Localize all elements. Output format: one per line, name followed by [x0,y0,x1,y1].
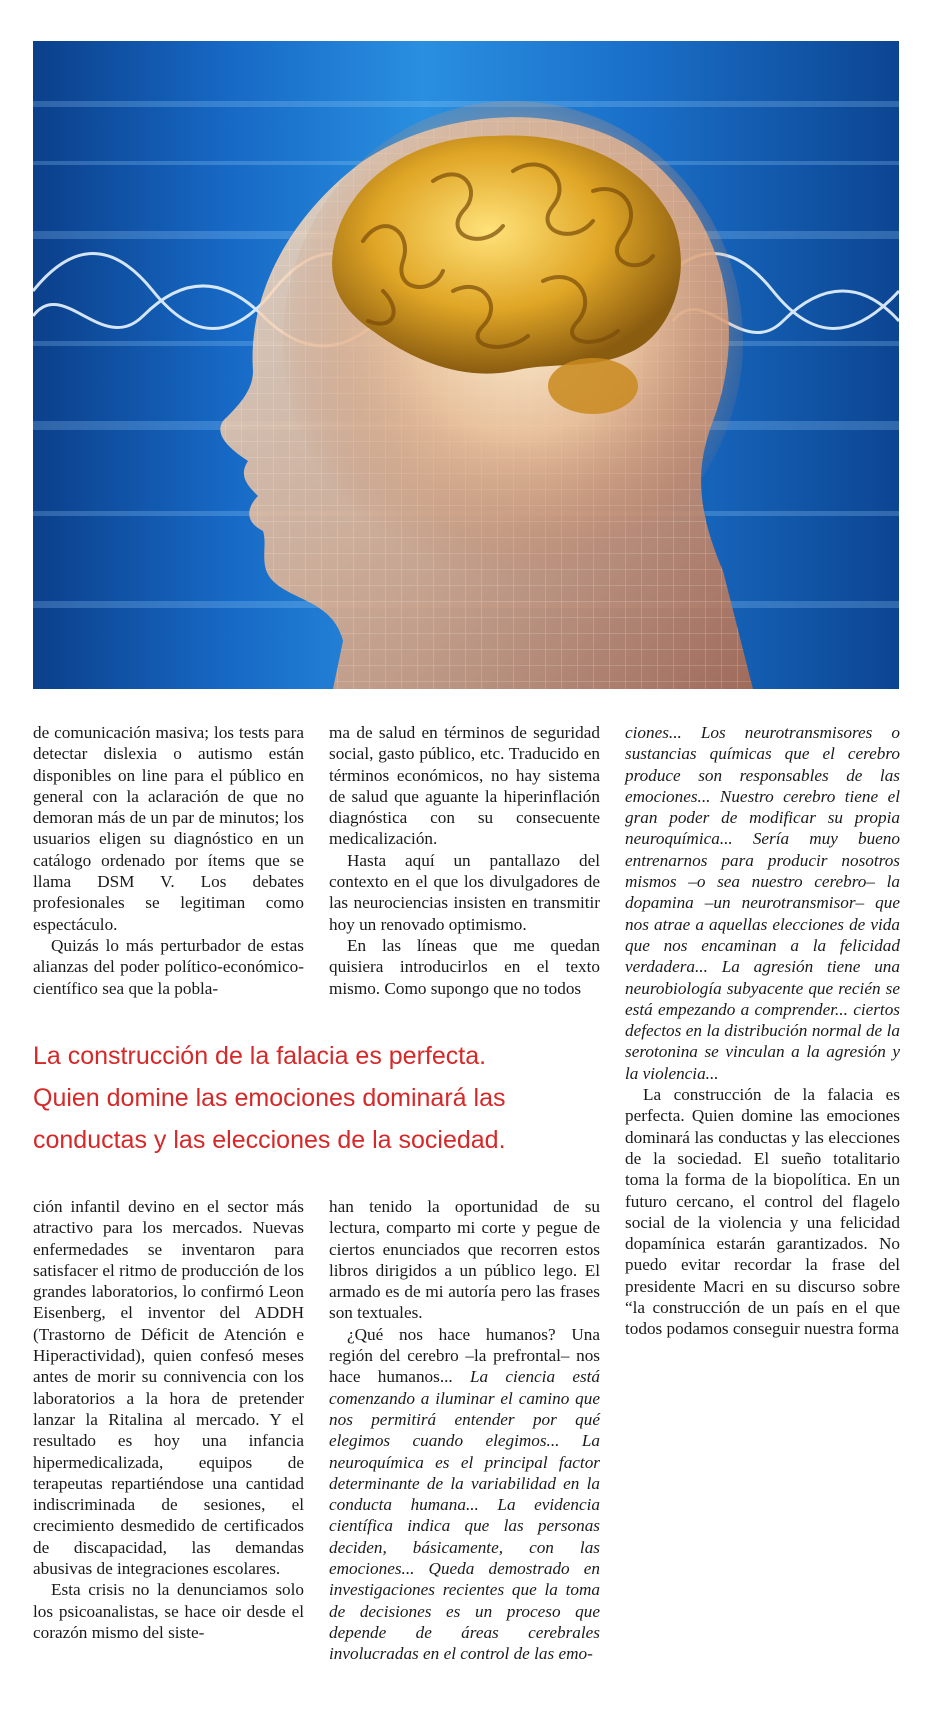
brain-head-illustration-icon [33,41,899,689]
pull-quote-line: Quien domine las emociones dominará las [33,1084,506,1112]
column-2-top [329,722,600,999]
quoted-text: ciones... Los neurotransmisores o sustancias químicas que el cerebro produce son responsables de las emociones... Nuestro cerebro tiene el gran poder de modificar su propia neuroquímica... Sería muy bueno entrenarnos para producir nosotros mismos –o sea nuestro cerebro– la dopamina –un neurotransmisor– que nos atrae a aquellas elecciones de vida que nos encaminan a la felicidad verdadera... La agresión tiene una neurobiología subyacente que recién se está empezando a comprender... ciertos defectos en la distribución normal de la serotonina se vinculan a la agresión y la violencia... [625,723,900,1083]
pull-quote-line: conductas y las elecciones de la sociedad. [33,1126,506,1154]
paragraph: de comunicación masiva; los tests para detectar dislexia o autismo están disponibles on line para el público en general con la aclaración de que no demoran más de un par de minutos; los usuarios eligen su diagnóstico en un catálogo ordenado por ítems que se llama DSM V. Los debates profesionales se legitiman como espectáculo. [33,723,304,934]
paragraph: ción infantil devino en el sector más atractivo para los mercados. Nuevas enfermedades se inventaron para satisfacer el ritmo de producción de los grandes laboratorios, lo confirmó Leon Eisenberg, el inventor del ADDH (Trastorno de Déficit de Atención e Hiperactividad), quien confesó meses antes de morir su connivencia con los laboratorios a la hora de pretender lanzar la Ritalina al mercado. Y el resultado es hoy una infancia hipermedicalizada, equipos de terapeutas repartiéndose una cantidad indiscriminada de sesiones, el crecimiento desmedido de certificados de discapacidad, las demandas abusivas de integraciones escolares. [33,1197,304,1579]
paragraph: Quizás lo más perturbador de estas alianzas del poder político-económico-científico sea que la pobla- [33,935,304,998]
paragraph-text: ¿Qué nos hace humanos? Una región del cerebro –la prefrontal– nos hace humanos... [329,1324,600,1387]
paragraph [329,1324,600,1665]
paragraph: En las líneas que me quedan quisiera introducirlos en el texto mismo. Como supongo que no todos [329,935,600,998]
hero-image [33,41,899,689]
paragraph: La construcción de la falacia es perfecta. Quien domine las emociones dominará las conductas y las elecciones de la sociedad. El sueño totalitario toma la forma de la biopolítica. En un futuro cercano, el control del flagelo social de la violencia y una felicidad dopamínica estarán garantizados. No puedo evitar recordar la frase del presidente Macri en su discurso sobre “la construcción de un país en el que todos podamos conseguir nuestra forma [625,1085,900,1339]
column-3 [625,722,900,1340]
paragraph: han tenido la oportunidad de su lectura, comparto mi corte y pegue de ciertos enunciados que recorren estos libros dirigidos a un público lego. El armado es de mi autoría pero las frases son textuales. [329,1197,600,1323]
paragraph [625,722,900,1084]
paragraph: Esta crisis no la denunciamos solo los psicoanalistas, se hace oir desde el corazón mismo del siste- [33,1580,304,1642]
quoted-text: La ciencia está comenzando a iluminar el camino que nos permitirá entender por qué elegimos cuando elegimos... La neuroquímica es el principal factor determinante de la variabilidad en la conducta humana... La evidencia científica indica que las personas deciden, básicamente, con las emociones... Queda demostrado en investigaciones recientes que la toma de decisiones es un proceso que depende de áreas cerebrales involucradas en el control de las emo- [329,1367,601,1664]
paragraph: ma de salud en términos de seguridad social, gasto público, etc. Traducido en términos económicos, no hay sistema de salud que aguante la hiperinflación diagnóstica con su consecuente medicalización. [329,723,600,849]
column-1-bottom [33,1196,304,1643]
pull-quote-line: La construcción de la falacia es perfecta. [33,1042,487,1070]
column-1-top [33,722,304,999]
paragraph: Hasta aquí un pantallazo del contexto en el que los divulgadores de las neurociencias insisten en transmitir hoy un renovado optimismo. [329,850,600,934]
column-2-bottom [329,1196,600,1665]
pull-quote [33,1035,623,1161]
